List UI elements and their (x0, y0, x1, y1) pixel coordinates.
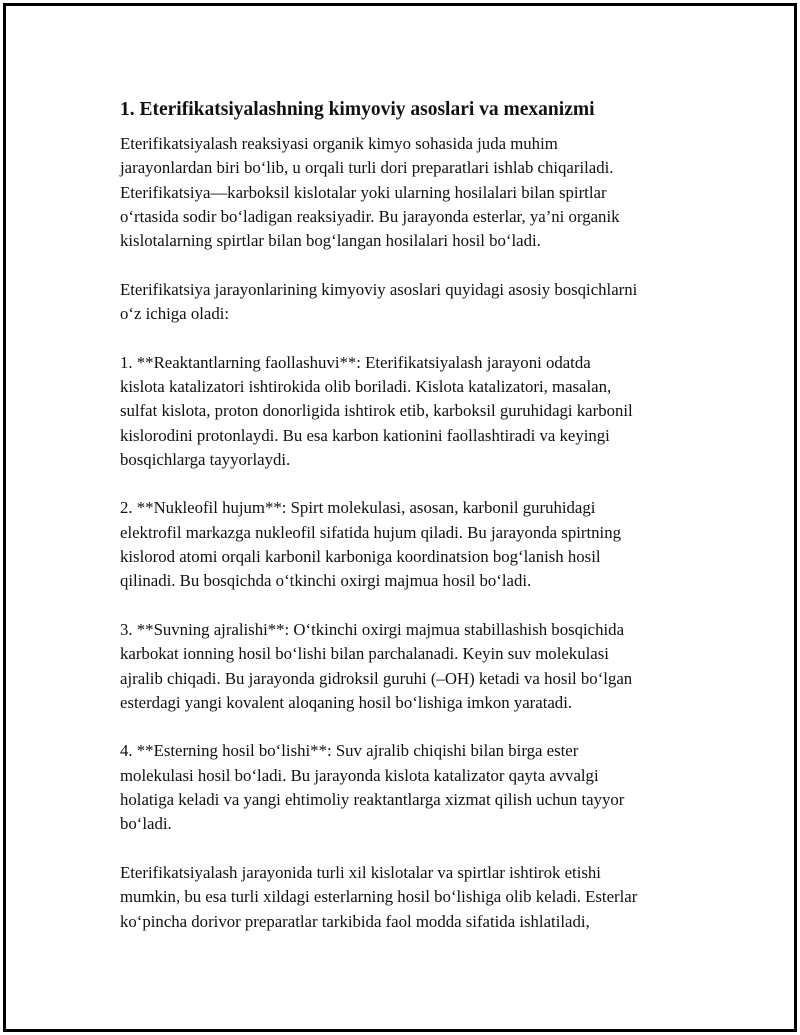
paragraph-step-3 (120, 618, 705, 715)
text-line: bosqichlarga tayyorlaydi. (120, 449, 291, 469)
text-line: Eterifikatsiya jarayonlarining kimyoviy asoslari quyidagi asosiy bosqichlarni (120, 279, 638, 299)
text-line: qilinadi. Bu bosqichda o‘tkinchi oxirgi majmua hosil bo‘ladi. (120, 571, 532, 591)
text-line: 4. **Esterning hosil bo‘lishi**: Suv ajralib chiqishi bilan birga ester (120, 741, 579, 761)
paragraph-step-4 (120, 739, 705, 836)
text-line: o‘z ichiga oladi: (120, 304, 230, 324)
text-line: 2. **Nukleofil hujum**: Spirt molekulasi, asosan, karbonil guruhidagi (120, 498, 596, 518)
text-line: kislota katalizatori ishtirokida olib boriladi. Kislota katalizatori, masalan, (120, 376, 612, 396)
text-line: kislorod atomi orqali karbonil karboniga koordinatsion bog‘lanish hosil (120, 547, 601, 567)
text-line: elektrofil markazga nukleofil sifatida hujum qiladi. Bu jarayonda spirtning (120, 522, 621, 542)
paragraph-intro (120, 132, 705, 253)
text-line: mumkin, bu esa turli xildagi esterlarning hosil bo‘lishiga olib keladi. Esterlar (120, 887, 638, 907)
text-line: bo‘ladi. (120, 814, 172, 834)
document-body (120, 96, 705, 934)
text-line: o‘rtasida sodir bo‘ladigan reaksiyadir. Bu jarayonda esterlar, ya’ni organik (120, 206, 620, 226)
text-line: karbokat ionning hosil bo‘lishi bilan parchalanadi. Keyin suv molekulasi (120, 644, 609, 664)
text-line: kislotalarning spirtlar bilan bog‘langan hosilalari hosil bo‘ladi. (120, 231, 541, 251)
text-line: ko‘pincha dorivor preparatlar tarkibida faol modda sifatida ishlatiladi, (120, 911, 590, 931)
paragraph-step-2 (120, 496, 705, 593)
text-line: Eterifikatsiyalash jarayonida turli xil kislotalar va spirtlar ishtirok etishi (120, 862, 601, 882)
text-line: 3. **Suvning ajralishi**: O‘tkinchi oxirgi majmua stabillashish bosqichida (120, 619, 625, 639)
text-line: jarayonlardan biri bo‘lib, u orqali turli dori preparatlari ishlab chiqariladi. (120, 158, 614, 178)
text-line: sulfat kislota, proton donorligida ishtirok etib, karboksil guruhidagi karbonil (120, 401, 633, 421)
text-line: molekulasi hosil bo‘ladi. Bu jarayonda kislota katalizator qayta avvalgi (120, 765, 599, 785)
paragraph-overview (120, 278, 705, 327)
text-line: 1. **Reaktantlarning faollashuvi**: Eterifikatsiyalash jarayoni odatda (120, 352, 591, 372)
text-line: holatiga keladi va yangi ehtimoliy reaktantlarga xizmat qilish uchun tayyor (120, 790, 625, 810)
paragraph-step-1 (120, 351, 705, 472)
text-line: Eterifikatsiyalash reaksiyasi organik kimyo sohasida juda muhim (120, 134, 558, 153)
paragraph-conclusion (120, 861, 705, 934)
text-line: kislorodini protonlaydi. Bu esa karbon kationini faollashtiradi va keyingi (120, 425, 610, 445)
page-frame (3, 3, 797, 1032)
text-line: ajralib chiqadi. Bu jarayonda gidroksil guruhi (–OH) ketadi va hosil bo‘lgan (120, 668, 633, 688)
section-heading: 1. Eterifikatsiyalashning kimyoviy asoslari va mexanizmi (120, 99, 595, 120)
text-line: esterdagi yangi kovalent aloqaning hosil bo‘lishiga imkon yaratadi. (120, 692, 573, 712)
text-line: Eterifikatsiya—karboksil kislotalar yoki ularning hosilalari bilan spirtlar (120, 182, 607, 202)
